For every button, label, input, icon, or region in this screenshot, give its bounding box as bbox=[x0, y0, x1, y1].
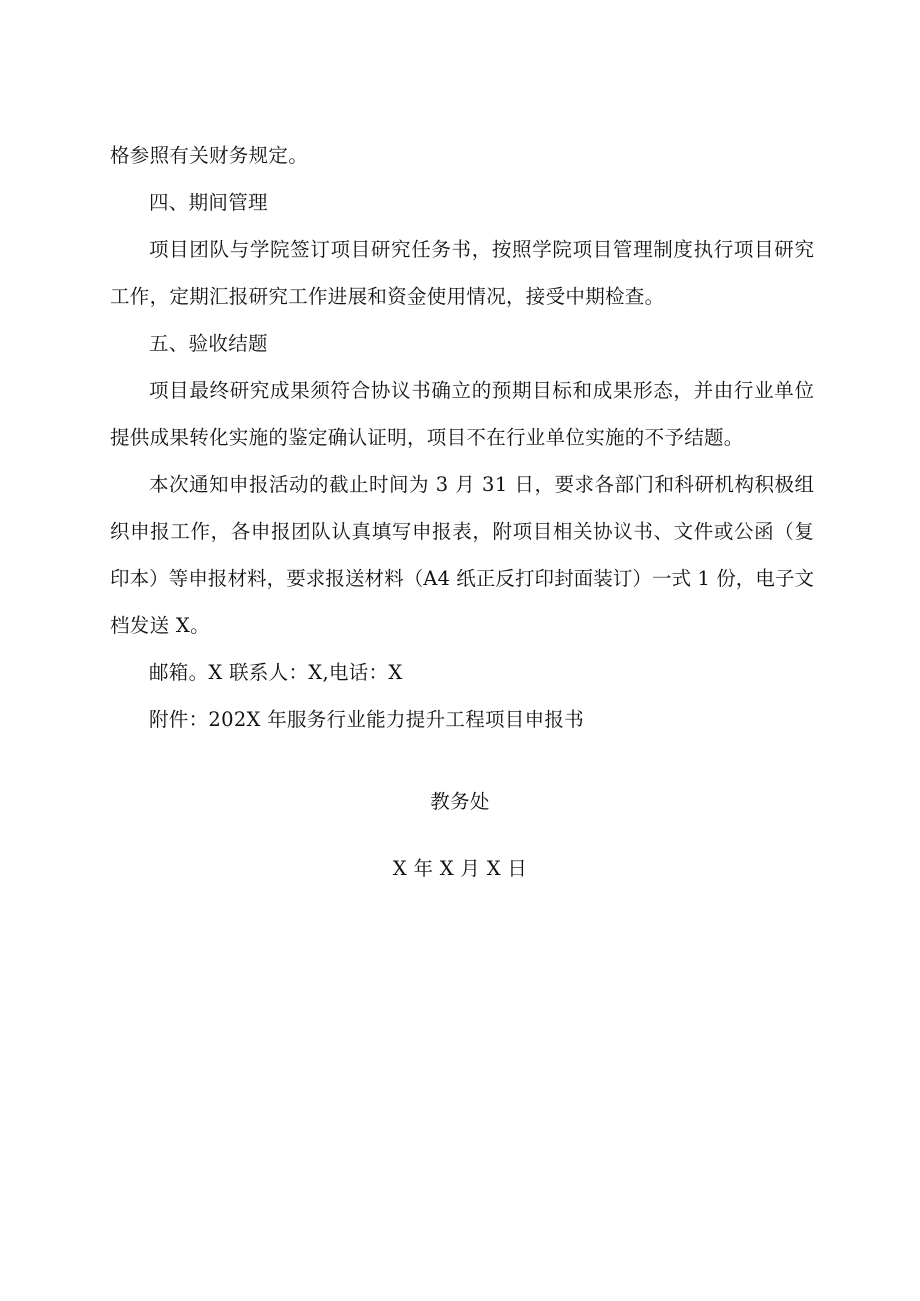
signature-date: X 年 X 月 X 日 bbox=[392, 857, 528, 880]
section-heading: 五、验收结题 bbox=[149, 332, 268, 355]
text-line: 工作，定期汇报研究工作进展和资金使用情况，接受中期检查。 bbox=[110, 285, 665, 308]
text-line: 项目团队与学院签订项目研究任务书，按照学院项目管理制度执行项目研究 bbox=[149, 238, 815, 261]
heading-period-management bbox=[110, 179, 814, 226]
paragraph-attachment bbox=[110, 696, 814, 743]
text-line: 印本）等申报材料，要求报送材料（A4 纸正反打印封面装订）一式 1 份，电子文 bbox=[110, 567, 815, 590]
paragraph-contact bbox=[110, 649, 814, 696]
signature-department: 教务处 bbox=[430, 790, 490, 813]
text-line: 项目最终研究成果须符合协议书确立的预期目标和成果形态，并由行业单位 bbox=[149, 379, 815, 402]
document-body bbox=[110, 132, 814, 743]
contact-line: 邮箱。X 联系人：X,电话：X bbox=[149, 661, 403, 684]
text-line: 织申报工作，各申报团队认真填写申报表，附项目相关协议书、文件或公函（复 bbox=[110, 520, 815, 543]
paragraph-deadline bbox=[110, 461, 814, 649]
text-line: 提供成果转化实施的鉴定确认证明，项目不在行业单位实施的不予结题。 bbox=[110, 426, 744, 449]
text-line: 格参照有关财务规定。 bbox=[110, 144, 309, 167]
paragraph-finance-tail bbox=[110, 132, 814, 179]
paragraph-period-management bbox=[110, 226, 814, 320]
paragraph-acceptance bbox=[110, 367, 814, 461]
text-line: 本次通知申报活动的截止时间为 3 月 31 日，要求各部门和科研机构积极组 bbox=[149, 473, 815, 496]
heading-acceptance bbox=[110, 320, 814, 367]
attachment-line: 附件：202X 年服务行业能力提升工程项目申报书 bbox=[149, 708, 585, 731]
section-heading: 四、期间管理 bbox=[149, 191, 268, 214]
text-line: 档发送 X。 bbox=[110, 614, 210, 637]
